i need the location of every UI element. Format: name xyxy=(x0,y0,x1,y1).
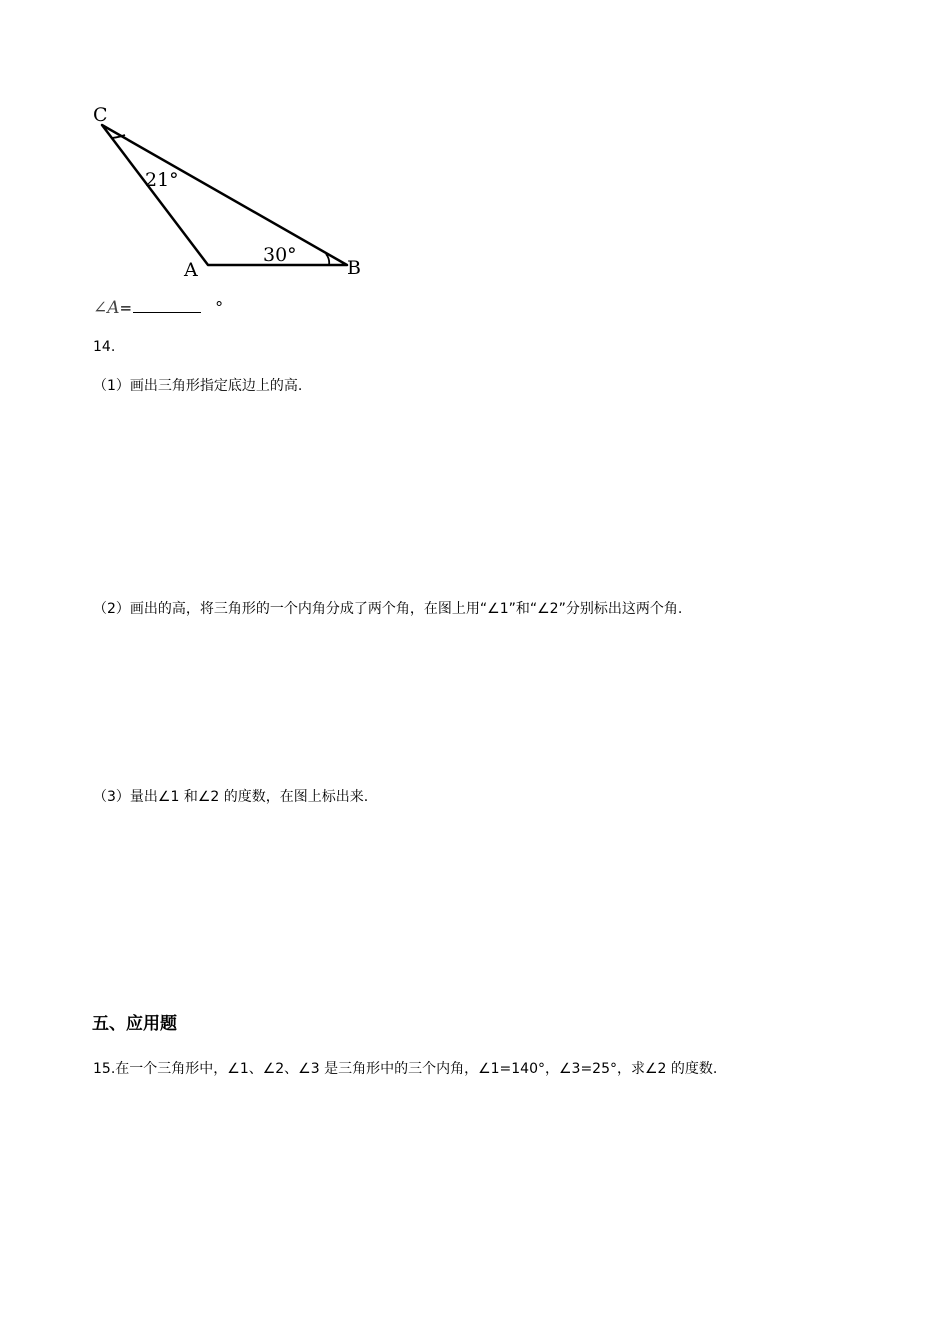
question-14-part-3: （3）量出∠1 和∠2 的度数，在图上标出来. xyxy=(93,789,369,805)
angle-b-value: 30° xyxy=(263,244,297,266)
q13-answer-line xyxy=(93,298,223,318)
angle-a-label: ∠A xyxy=(93,298,120,318)
triangle-figure xyxy=(85,95,385,290)
vertex-c-label: C xyxy=(93,104,108,126)
answer-blank[interactable] xyxy=(133,298,201,313)
question-14-number: 14. xyxy=(93,339,116,355)
vertex-a-label: A xyxy=(184,259,198,281)
vertex-b-label: B xyxy=(347,257,361,279)
question-14-part-2: （2）画出的高，将三角形的一个内角分成了两个角，在图上用“∠1”和“∠2”分别标出这两个角. xyxy=(93,601,683,617)
equals-sign: = xyxy=(119,299,133,317)
degree-symbol: ° xyxy=(215,298,224,317)
triangle-diagram xyxy=(85,95,385,290)
question-14-part-1: （1）画出三角形指定底边上的高. xyxy=(93,378,303,394)
triangle-abc xyxy=(102,125,347,265)
section-5-heading: 五、应用题 xyxy=(92,1014,177,1034)
question-15: 15.在一个三角形中，∠1、∠2、∠3 是三角形中的三个内角，∠1=140°，∠3=25°，求∠2 的度数. xyxy=(93,1061,718,1077)
angle-c-value: 21° xyxy=(145,169,179,191)
